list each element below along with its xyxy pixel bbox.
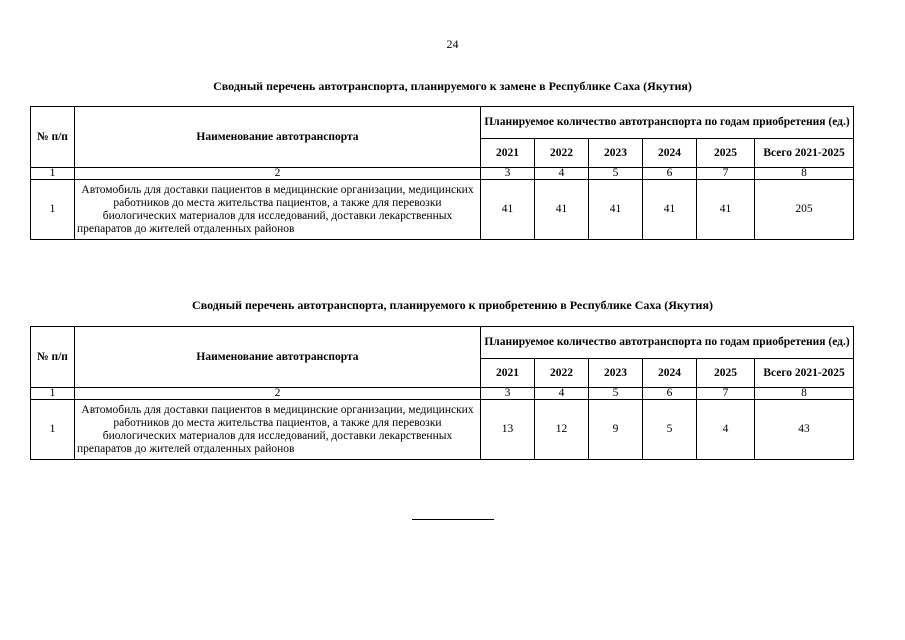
column-number: 2 bbox=[75, 168, 481, 180]
row-name: Автомобиль для доставки пациентов в медицинские организации, медицинских работников до места жительства пациентов, а также для перевозки биологических материалов для исследований, доставки лекарственных препаратов до жителей отдаленных районов bbox=[75, 180, 481, 240]
column-number: 7 bbox=[697, 168, 755, 180]
column-number: 5 bbox=[589, 388, 643, 400]
header-year: 2023 bbox=[589, 359, 643, 388]
header-row bbox=[31, 327, 854, 359]
row-value: 12 bbox=[535, 400, 589, 460]
header-year: 2022 bbox=[535, 359, 589, 388]
row-num: 1 bbox=[31, 400, 75, 460]
header-num: № п/п bbox=[31, 327, 75, 388]
column-number: 4 bbox=[535, 388, 589, 400]
column-number: 1 bbox=[31, 388, 75, 400]
end-divider bbox=[412, 519, 494, 520]
table-title-acquisition: Сводный перечень автотранспорта, планируемого к приобретению в Республике Саха (Якутия) bbox=[192, 298, 713, 312]
column-number: 5 bbox=[589, 168, 643, 180]
header-total: Всего 2021-2025 bbox=[755, 139, 854, 168]
table-row bbox=[31, 180, 854, 240]
table-title-replacement: Сводный перечень автотранспорта, планируемого к замене в Республике Саха (Якутия) bbox=[213, 79, 692, 93]
column-number-row bbox=[31, 388, 854, 400]
row-num: 1 bbox=[31, 180, 75, 240]
column-number: 2 bbox=[75, 388, 481, 400]
header-name: Наименование автотранспорта bbox=[75, 107, 481, 168]
row-value: 41 bbox=[697, 180, 755, 240]
column-number: 8 bbox=[755, 168, 854, 180]
header-year: 2021 bbox=[481, 359, 535, 388]
column-number: 8 bbox=[755, 388, 854, 400]
column-number: 7 bbox=[697, 388, 755, 400]
column-number: 6 bbox=[643, 168, 697, 180]
header-year: 2023 bbox=[589, 139, 643, 168]
row-total: 205 bbox=[755, 180, 854, 240]
row-value: 41 bbox=[481, 180, 535, 240]
header-name: Наименование автотранспорта bbox=[75, 327, 481, 388]
replacement-table bbox=[30, 106, 854, 240]
row-value: 41 bbox=[643, 180, 697, 240]
acquisition-table bbox=[30, 326, 854, 460]
header-row bbox=[31, 107, 854, 139]
row-value: 41 bbox=[589, 180, 643, 240]
row-value: 4 bbox=[697, 400, 755, 460]
column-number: 3 bbox=[481, 168, 535, 180]
header-year: 2025 bbox=[697, 359, 755, 388]
row-value: 13 bbox=[481, 400, 535, 460]
row-value: 5 bbox=[643, 400, 697, 460]
page-number: 24 bbox=[446, 37, 459, 51]
header-year: 2025 bbox=[697, 139, 755, 168]
header-year: 2021 bbox=[481, 139, 535, 168]
header-total: Всего 2021-2025 bbox=[755, 359, 854, 388]
header-year: 2024 bbox=[643, 139, 697, 168]
row-value: 9 bbox=[589, 400, 643, 460]
table-row bbox=[31, 400, 854, 460]
row-total: 43 bbox=[755, 400, 854, 460]
header-year: 2024 bbox=[643, 359, 697, 388]
column-number: 1 bbox=[31, 168, 75, 180]
column-number: 4 bbox=[535, 168, 589, 180]
column-number: 3 bbox=[481, 388, 535, 400]
row-value: 41 bbox=[535, 180, 589, 240]
header-year: 2022 bbox=[535, 139, 589, 168]
header-group: Планируемое количество автотранспорта по годам приобретения (ед.) bbox=[481, 327, 854, 359]
header-num: № п/п bbox=[31, 107, 75, 168]
column-number-row bbox=[31, 168, 854, 180]
header-group: Планируемое количество автотранспорта по годам приобретения (ед.) bbox=[481, 107, 854, 139]
row-name: Автомобиль для доставки пациентов в медицинские организации, медицинских работников до места жительства пациентов, а также для перевозки биологических материалов для исследований, доставки лекарственных препаратов до жителей отдаленных районов bbox=[75, 400, 481, 460]
column-number: 6 bbox=[643, 388, 697, 400]
